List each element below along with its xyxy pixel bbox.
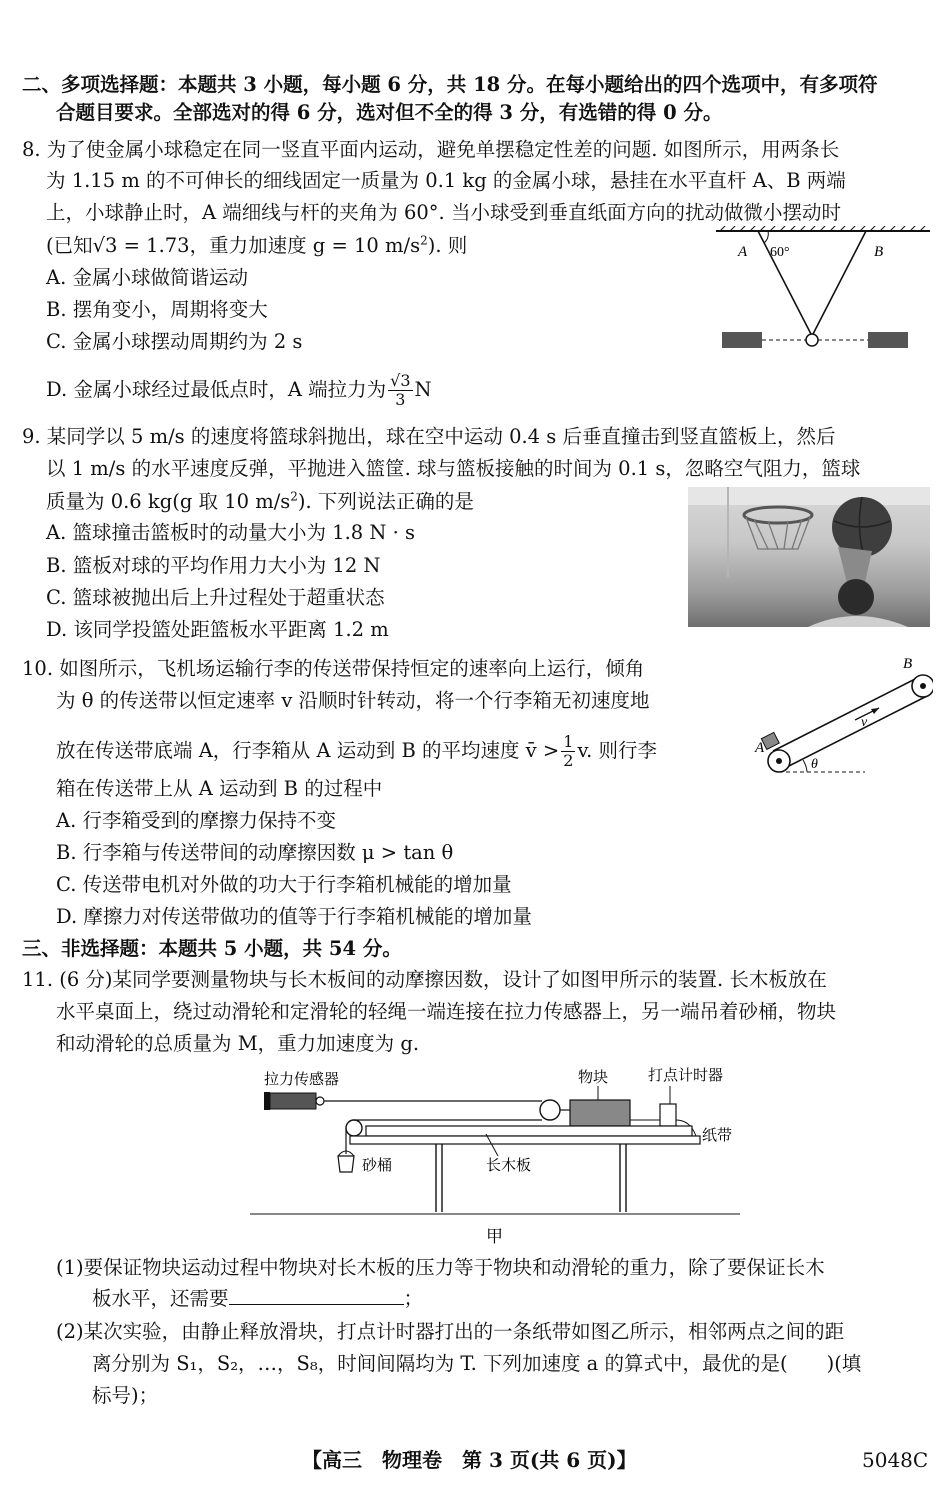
q10-theta-arc <box>803 760 807 772</box>
q11-line1: 11. (6 分)某同学要测量物块与长木板间的动摩擦因数，设计了如图甲所示的装置. 长木板放在 <box>22 968 827 991</box>
q11-label-block: 物块 <box>578 1069 609 1086</box>
q8-pendulum-figure <box>712 226 932 356</box>
q8-line4-part2: ). 则 <box>427 234 468 257</box>
q8-option-a: A. 金属小球做简谐运动 <box>46 266 248 289</box>
q9-line3-part2: ). 下列说法正确的是 <box>297 490 474 513</box>
q9-line3-part1: 质量为 0.6 kg(g 取 10 m/s <box>46 490 291 513</box>
q9-option-c: C. 篮球被抛出后上升过程处于超重状态 <box>46 586 385 609</box>
q9-option-a: A. 篮球撞击篮板时的动量大小为 1.8 N · s <box>46 521 416 544</box>
q8-label-a: A <box>738 244 748 260</box>
q9-line3-sup: 2 <box>290 489 298 504</box>
q10-line3-numerator: 1 <box>563 732 574 751</box>
q11-part1-line2 <box>92 1286 423 1312</box>
q10-line2: 为 θ 的传送带以恒定速率 v 沿顺时针转动，将一个行李箱无初速度地 <box>56 689 650 712</box>
q8-right-block <box>868 332 908 348</box>
q9-option-d: D. 该同学投篮处距篮板水平距离 1.2 m <box>46 618 389 641</box>
q11-apparatus-figure <box>250 1062 740 1248</box>
q11-part2-line2: 离分别为 S₁，S₂，…，S₈，时间间隔均为 T. 下列加速度 a 的算式中，最优的是( )(填 <box>92 1352 862 1375</box>
q11-sensor-hook <box>316 1097 324 1105</box>
q8-option-b: B. 摆角变小，周期将变大 <box>46 298 268 321</box>
q11-part1-line1: (1)要保证物块运动过程中物块对长木板的压力等于物块和动滑轮的重力，除了要保证长木 <box>56 1256 825 1279</box>
q8-line1: 8. 为了使金属小球稳定在同一竖直平面内运动，避免单摆稳定性差的问题. 如图所示，用两条长 <box>22 138 840 161</box>
q8-line2: 为 1.15 m 的不可伸长的细线固定一质量为 0.1 kg 的金属小球，悬挂在水平直杆 A、B 两端 <box>46 169 846 192</box>
q10-belt-top <box>773 676 921 751</box>
page-footer: 【高三 物理卷 第 3 页(共 6 页)】 <box>302 1448 637 1472</box>
q11-part2-line1: (2)某次实验，由静止释放滑块，打点计时器打出的一条纸带如图乙所示，相邻两点之间的距 <box>56 1320 845 1343</box>
q11-line2: 水平桌面上，绕过动滑轮和定滑轮的轻绳一端连接在拉力传感器上，另一端吊着砂桶，物块 <box>56 1000 837 1023</box>
q10-label-v: v <box>861 715 868 730</box>
q10-line3-denominator: 2 <box>563 751 574 770</box>
q10-line3-fraction <box>561 733 575 770</box>
q11-label-tape: 纸带 <box>702 1127 733 1144</box>
q10-pulley-b-axle <box>920 683 926 689</box>
q8-line3: 上，小球静止时，A 端细线与杆的夹角为 60°. 当小球受到垂直纸面方向的扰动做微小摆动时 <box>46 201 841 224</box>
q9-photo-drawing <box>688 487 930 627</box>
q10-label-a: A <box>755 740 765 756</box>
q10-belt-bottom <box>781 695 929 770</box>
q8-string-b <box>812 231 866 336</box>
q11-wall <box>264 1092 270 1110</box>
q8-option-d-unit: N <box>414 378 432 401</box>
q9-line1: 9. 某同学以 5 m/s 的速度将篮球斜抛出，球在空中运动 0.4 s 后垂直撞击到竖直篮板上，然后 <box>22 425 836 448</box>
q11-line3: 和动滑轮的总质量为 M，重力加速度为 g. <box>56 1032 420 1055</box>
q8-ball <box>806 334 818 346</box>
q10-line4: 箱在传送带上从 A 运动到 B 的过程中 <box>56 777 383 800</box>
q8-angle-arc <box>764 231 768 243</box>
q8-line4-sup: 2 <box>420 233 428 248</box>
q9-basketball-photo <box>688 487 930 627</box>
q11-force-sensor <box>270 1093 316 1109</box>
q11-label-board: 长木板 <box>486 1157 532 1174</box>
q11-part1-blank[interactable] <box>229 1286 404 1305</box>
q10-line3-part1: 放在传送带底端 A，行李箱从 A 运动到 B 的平均速度 v̄ > <box>56 739 560 762</box>
q11-block <box>570 1100 630 1126</box>
q10-label-theta: θ <box>811 757 818 772</box>
q10-option-c: C. 传送带电机对外做的功大于行李箱机械能的增加量 <box>56 873 512 896</box>
q11-long-board <box>366 1126 692 1136</box>
q11-label-timer: 打点计时器 <box>648 1067 724 1084</box>
section3-heading: 三、非选择题：本题共 5 小题，共 54 分。 <box>22 937 402 960</box>
q10-line3 <box>56 733 657 770</box>
q8-option-d <box>46 372 432 409</box>
q11-fixed-pulley <box>346 1120 362 1136</box>
q10-option-d: D. 摩擦力对传送带做功的值等于行李箱机械能的增加量 <box>56 905 532 928</box>
q9-line3 <box>46 489 474 515</box>
q8-left-block <box>722 332 762 348</box>
q10-line1: 10. 如图所示，飞机场运输行李的传送带保持恒定的速率向上运行，倾角 <box>22 657 645 680</box>
q11-label-bucket: 砂桶 <box>362 1157 393 1174</box>
q9-player-shoulders <box>808 616 908 627</box>
q11-label-sensor: 拉力传感器 <box>264 1071 340 1088</box>
q8-line4 <box>46 233 467 259</box>
q10-pulley-a-axle <box>776 758 782 764</box>
q11-sand-bucket <box>338 1156 354 1172</box>
q9-option-b: B. 篮板对球的平均作用力大小为 12 N <box>46 554 381 577</box>
q10-conveyor-figure <box>745 654 933 778</box>
q11-moving-pulley <box>540 1100 560 1120</box>
q8-option-d-text: D. 金属小球经过最低点时，A 端拉力为 <box>46 378 387 401</box>
q11-timer <box>660 1104 676 1126</box>
q11-part1-end: ； <box>403 1287 424 1310</box>
q11-table-top <box>350 1136 700 1144</box>
q9-backboard <box>688 487 930 505</box>
q8-option-d-numerator: √3 <box>390 371 411 390</box>
section2-heading-line2: 合题目要求。全部选对的得 6 分，选对但不全的得 3 分，有选错的得 0 分。 <box>56 101 723 124</box>
q11-part1-text: 板水平，还需要 <box>92 1287 229 1310</box>
q9-line2: 以 1 m/s 的水平速度反弹，平抛进入篮筐. 球与篮板接触的时间为 0.1 s，忽略空气阻力，篮球 <box>46 457 861 480</box>
q10-velocity-arrowhead <box>871 708 879 714</box>
q8-label-b: B <box>874 244 884 260</box>
q10-line3-part2: v. 则行李 <box>577 739 658 762</box>
paper-code: 5048C <box>862 1448 929 1472</box>
q11-part2-line3: 标号)； <box>92 1384 159 1407</box>
q8-option-d-denominator: 3 <box>395 390 406 409</box>
q8-label-angle: 60° <box>770 245 790 260</box>
q9-player-head <box>838 579 874 615</box>
q8-line4-part1: (已知√3 = 1.73，重力加速度 g = 10 m/s <box>46 234 421 257</box>
q10-option-b: B. 行李箱与传送带间的动摩擦因数 μ > tan θ <box>56 841 454 864</box>
q8-option-d-fraction <box>388 372 412 409</box>
section2-heading-line1: 二、多项选择题：本题共 3 小题，每小题 6 分，共 18 分。在每小题给出的四个选项中，有多项符 <box>22 73 878 96</box>
q10-label-b: B <box>903 656 913 672</box>
q8-option-c: C. 金属小球摆动周期约为 2 s <box>46 330 303 353</box>
q10-option-a: A. 行李箱受到的摩擦力保持不变 <box>56 809 336 832</box>
q11-figure-caption: 甲 <box>486 1227 503 1246</box>
